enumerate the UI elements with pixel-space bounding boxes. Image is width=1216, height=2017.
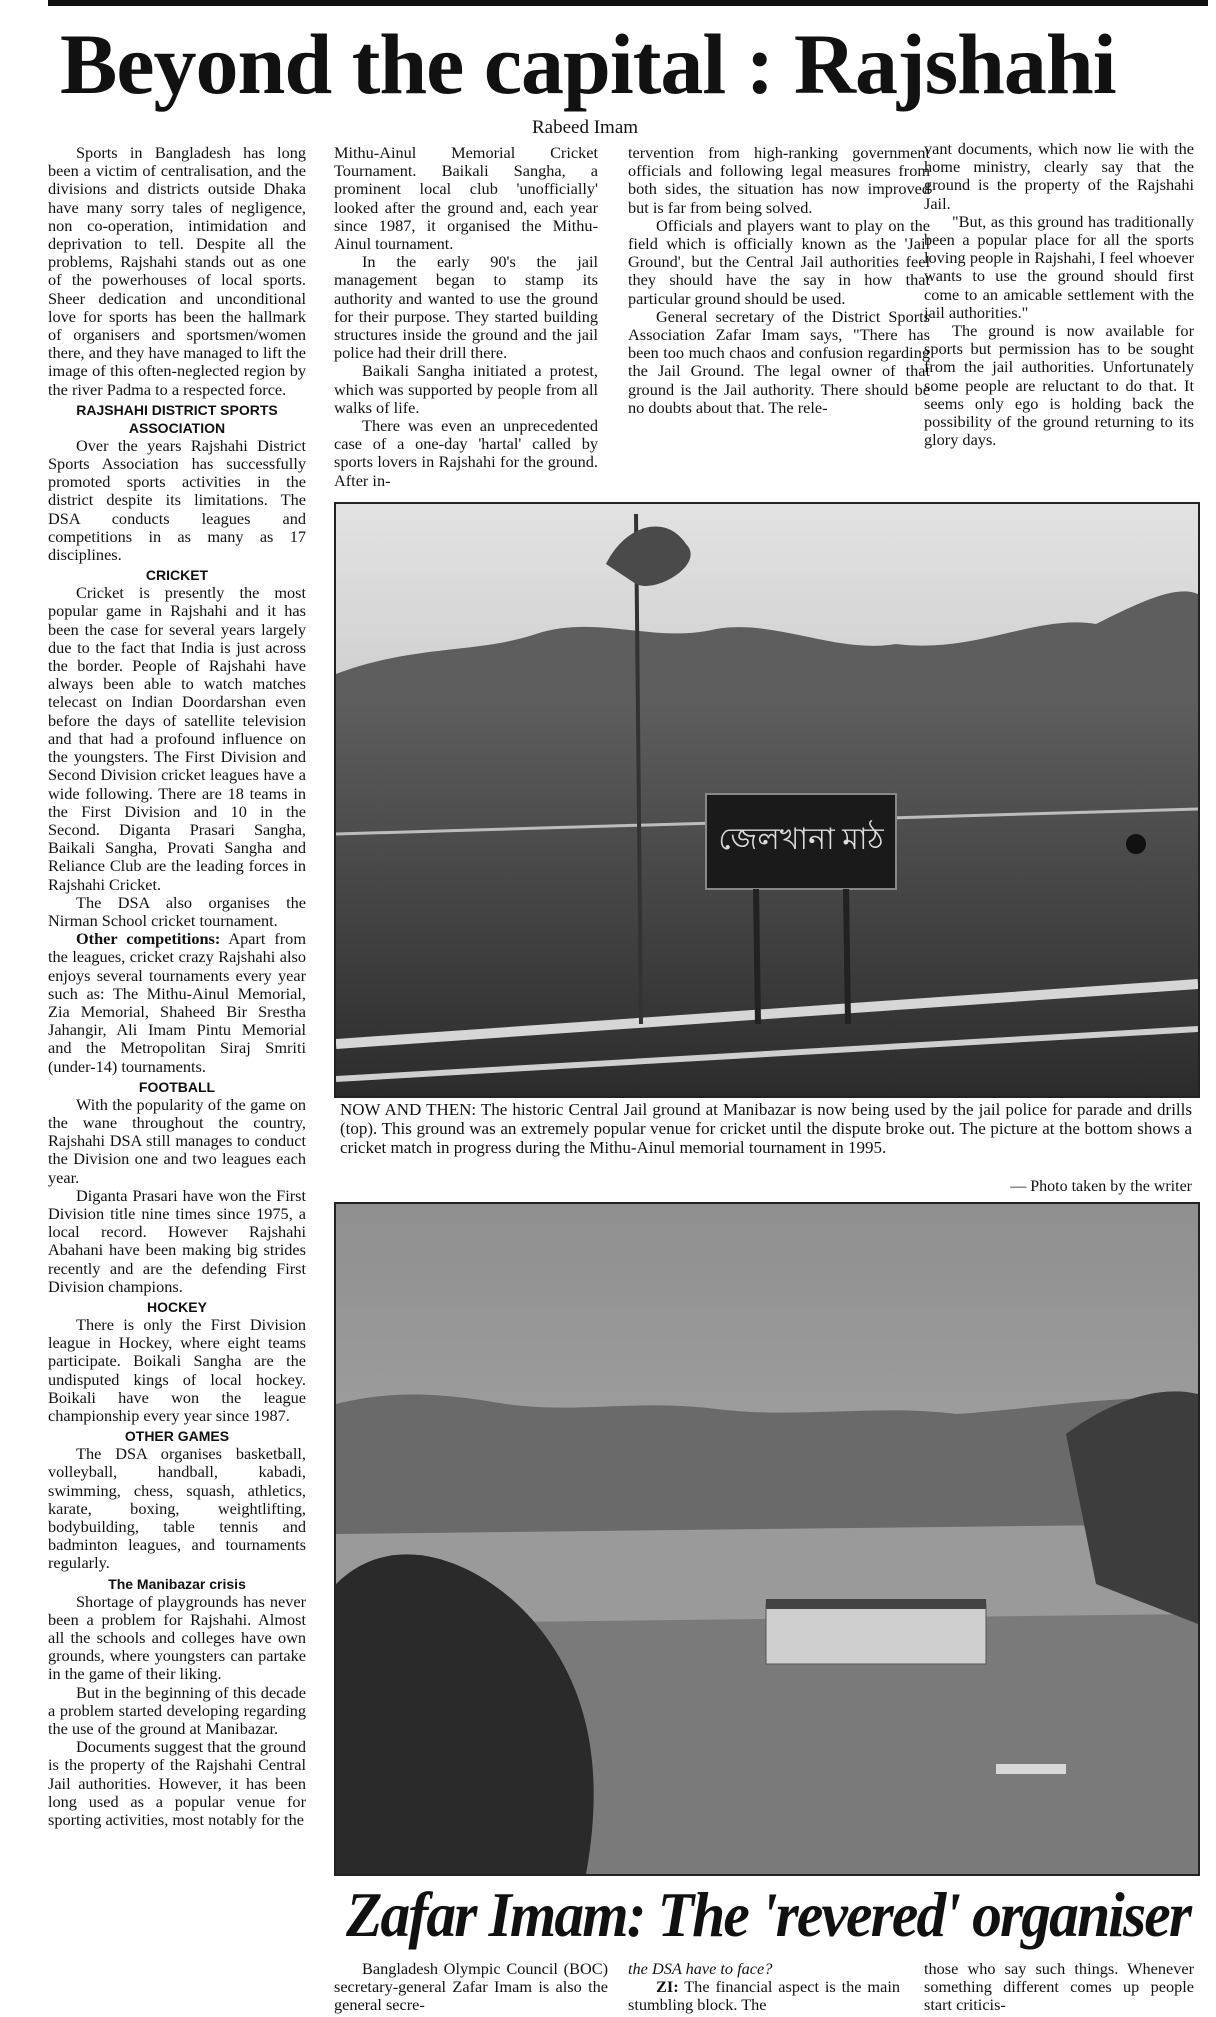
paragraph: tervention from high-ranking government officials and following legal measures from both sides, the situation has now improved but is far from being solved. — [628, 144, 930, 217]
paragraph: Baikali Sangha initiated a protest, which was supported by people from all walks of life. — [334, 361, 598, 417]
paragraph: Diganta Prasari have won the First Division title nine times since 1975, a local record. However Rajshahi Abahani have been making big strides recently and are the defending First Division champions. — [48, 1185, 306, 1296]
paragraph: vant documents, which now lie with the home ministry, clearly say that the ground is the property of the Rajshahi Jail. — [924, 140, 1194, 213]
column-1 — [48, 144, 306, 2017]
paragraph: The ground is now available for sports but permission has to be sought from the jail authorities. Unfortunately some people are reluctant to do that. It seems only ego is holding back the possibility of the ground returning to its glory days. — [924, 321, 1194, 450]
interview-question: the DSA have to face? — [628, 1960, 773, 1978]
interview-initials: ZI: — [656, 1977, 679, 1996]
section-heading: CRICKET — [145, 567, 209, 584]
paragraph: Mithu-Ainul Memorial Cricket Tournament. Baikali Sangha, a prominent local club 'unofficially' looked after the ground and, each year since 1987, it organised the Mithu-Ainul tournament. — [334, 144, 598, 254]
sign-text: জেলখানা মাঠ — [718, 823, 884, 856]
paragraph: But in the beginning of this decade a problem started developing regarding the use of the ground at Manibazar. — [48, 1682, 306, 1739]
photo-credit: — Photo taken by the writer — [1010, 1178, 1192, 1195]
paragraph: The DSA also organises the Nirman School cricket tournament. — [48, 892, 306, 930]
paragraph: The DSA organises basketball, volleyball, handball, kabadi, swimming, chess, squash, athletics, karate, boxing, weightlifting, bodybuilding, table tennis and badminton leagues, and tournaments regularly. — [48, 1444, 306, 1573]
paragraph: There is only the First Division league in Hockey, where eight teams participate. Boikali Sangha are the undisputed kings of local hockey. Boikali have won the league championship every year since 1987. — [48, 1314, 306, 1425]
photo-cricket-match-1995 — [334, 1202, 1200, 1876]
paragraph: Shortage of playgrounds has never been a problem for Rajshahi. Almost all the schools and colleges have own grounds, where youngsters can partake in the game of their liking. — [48, 1591, 306, 1684]
paragraph-text: Apart from the leagues, cricket crazy Rajshahi also enjoys several tournaments every year such as: The Mithu-Ainul Memorial, Zia Memorial, Shaheed Bir Srestha Jahangir, Ali Imam Pintu Memorial and the Metropolitan Siraj Smriti (under-14) tournaments. — [48, 929, 306, 1076]
paragraph: Officials and players want to play on the field which is officially known as the 'Jail Ground', but the Central Jail authorities feel they should have the say in how that particular ground should be used. — [628, 215, 930, 308]
paragraph: With the popularity of the game on the wane throughout the country, Rajshahi DSA still manages to conduct the Division one and two leagues each year. — [48, 1094, 306, 1187]
section-heading: RAJSHAHI DISTRICT SPORTS ASSOCIATION — [76, 401, 278, 436]
paragraph: Documents suggest that the ground is the property of the Rajshahi Central Jail authorities. However, it has been long used as a popular venue for sporting activities, most notably for the — [48, 1737, 306, 1830]
paragraph: There was even an unprecedented case of a one-day 'hartal' called by sports lovers in Rajshahi for the ground. After in- — [334, 416, 598, 490]
column-2 — [334, 144, 598, 500]
column-3 — [628, 144, 930, 500]
column-4 — [924, 140, 1194, 496]
bottom-column-3 — [924, 1960, 1194, 2017]
top-rule — [48, 0, 1208, 6]
paragraph-lead: Other competitions: — [76, 929, 221, 949]
interview-answer: The financial aspect is the main stumbling block. The — [628, 1977, 900, 2014]
photo-caption: NOW AND THEN: The historic Central Jail ground at Manibazar is now being used by the jail police for parade and drills (top). This ground was an extremely popular venue for cricket until the dispute broke out. The picture at the bottom shows a cricket match in progress during the Mithu-Ainul memorial tournament in 1995. — [340, 1100, 1192, 1157]
bottom-column-2 — [628, 1960, 900, 2017]
section-heading: HOCKEY — [147, 1298, 207, 1315]
section-heading: The Manibazar crisis — [108, 1575, 246, 1592]
paragraph: Sports in Bangladesh has long been a victim of centralisation, and the divisions and districts outside Dhaka have many sorry tales of negligence, non co-operation, intimidation and deprivation to tell. Despite all the problems, Rajshahi stands out as one of the powerhouses of local sports. Sheer dedication and unconditional love for sports has been the hallmark of organisers and sportsmen/women there, and they have managed to lift the image of this often-neglected region by the river Padma to a respected force. — [48, 144, 306, 399]
bottom-column-1-text: Bangladesh Olympic Council (BOC) secretary-general Zafar Imam is also the general secre- — [334, 1960, 608, 2014]
paragraph: Cricket is presently the most popular game in Rajshahi and it has been the case for several years largely due to the fact that India is just across the border. People of Rajshahi have always been able to watch matches telecast on Indian Doordarshan even before the days of satellite television and that had a profound influence on the youngsters. The First Division and Second Division cricket leagues have a wide following. There are 18 teams in the First Division and 10 in the Second. Diganta Prasari Sangha, Baikali Sangha, Provati Sangha and Reliance Club are the leading forces in Rajshahi Cricket. — [48, 583, 306, 894]
bottom-column-3-text: those who say such things. Whenever something different comes up people start criticis- — [924, 1960, 1194, 2014]
paragraph: In the early 90's the jail management began to stamp its authority and wanted to use the ground for their purpose. They started building structures inside the ground and the jail police had their drill there. — [334, 252, 598, 363]
paragraph: General secretary of the District Sports Association Zafar Imam says, "There has been too much chaos and confusion regarding the Jail Ground. The legal owner of that ground is the Jail authority. There should be no doubts about that. The rele- — [628, 306, 930, 417]
paragraph: "But, as this ground has traditionally been a popular place for all the sports loving people in Rajshahi, I feel whoever wants to use the ground should first come to an amicable settlement with the jail authorities." — [924, 211, 1194, 322]
section-heading: FOOTBALL — [138, 1078, 216, 1095]
sub-headline: Zafar Imam: The 'revered' organiser — [346, 1879, 1191, 1950]
headline: Beyond the capital : Rajshahi — [60, 16, 1116, 112]
photo-jail-ground-now — [334, 502, 1200, 1098]
bottom-column-1 — [334, 1960, 608, 2017]
byline: Rabeed Imam — [532, 117, 639, 138]
section-heading: OTHER GAMES — [124, 1428, 230, 1445]
paragraph: Over the years Rajshahi District Sports Association has successfully promoted sports activities in the district despite its limitations. The DSA conducts leagues and competitions in as many as 17 disciplines. — [48, 435, 306, 565]
paragraph — [48, 930, 306, 1076]
